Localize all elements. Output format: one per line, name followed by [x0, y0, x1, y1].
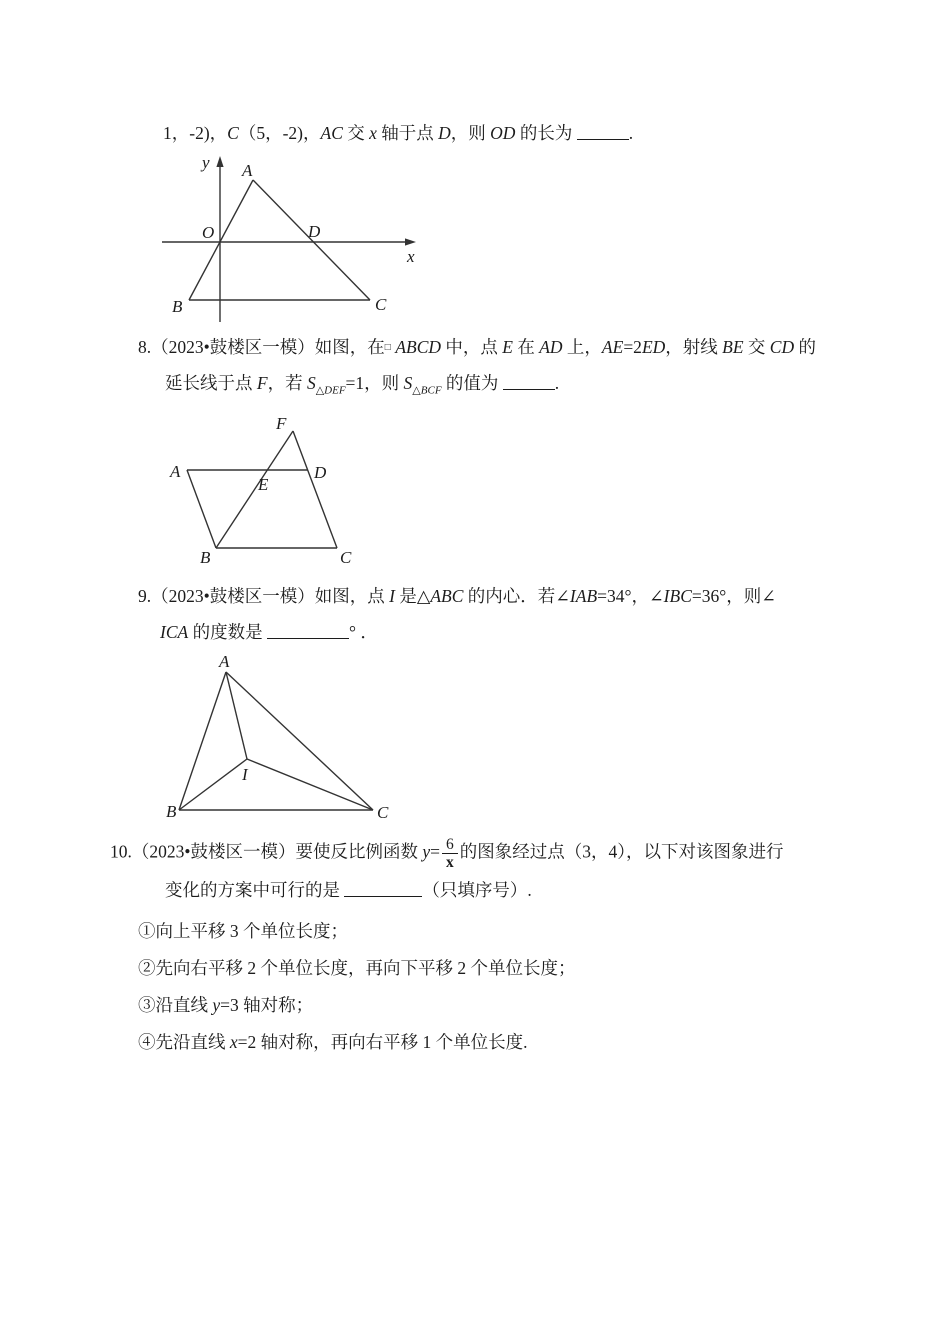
figure-label-D: D [314, 463, 327, 482]
figure-line [226, 672, 247, 759]
text-segment: ICA [160, 622, 189, 642]
figure-label-y: y [202, 153, 210, 172]
text-segment: I [389, 586, 395, 606]
problem10-option-1 [138, 920, 348, 942]
text-segment: S [306, 373, 316, 393]
text-segment: 交 [743, 337, 770, 357]
figure-q7-coordinate-triangle [158, 150, 428, 328]
text-segment: =36°，则∠ [691, 586, 776, 606]
text-segment: 1，-2)， [163, 123, 228, 143]
text-segment: . [628, 123, 634, 143]
answer-blank [267, 635, 349, 639]
text-segment: ②先向右平移 2 个单位长度，再向下平移 2 个单位长度； [138, 958, 576, 978]
figure-label-x: x [407, 247, 415, 266]
figure-line [179, 759, 247, 810]
text-segment: =3 轴对称； [220, 995, 314, 1015]
text-segment: x [369, 123, 377, 143]
figure-line [226, 672, 373, 810]
figure-label-D: D [308, 222, 321, 241]
figure-line [179, 672, 226, 810]
text-segment: ° ． [348, 622, 378, 642]
text-segment: x [229, 1032, 238, 1052]
text-segment: S [403, 373, 413, 393]
text-segment: ④先沿直线 [138, 1032, 230, 1052]
text-segment: BE [722, 337, 744, 357]
problem9-line2 [160, 621, 378, 643]
figure-line [247, 759, 373, 810]
text-segment: =2 轴对称，再向右平移 1 个单位长度. [237, 1032, 528, 1052]
subscript-text: △DEF [315, 384, 346, 397]
text-segment: 的值为 [441, 373, 503, 393]
text-segment: ③沿直线 [138, 995, 213, 1015]
text-segment: 延长线于点 [165, 373, 257, 393]
text-segment: AE [601, 337, 624, 357]
problem10-option-3 [138, 994, 313, 1016]
figure-label-A: A [242, 161, 253, 180]
text-segment: F [256, 373, 268, 393]
text-segment: （5，-2)， [238, 123, 321, 143]
text-segment: y [422, 841, 431, 862]
figure-label-F: F [276, 414, 287, 433]
figure-line [187, 470, 216, 548]
text-segment: 8.（2023•鼓楼区一模）如图，在 [138, 337, 385, 357]
figure-q8-parallelogram [168, 412, 368, 572]
problem10-option-4 [138, 1031, 528, 1053]
figure-canvas [163, 652, 398, 826]
text-segment: ABC [430, 586, 464, 606]
text-segment: □ [384, 342, 394, 353]
figure-label-A: A [170, 462, 181, 481]
figure-label-C: C [377, 803, 389, 822]
text-segment: OD [490, 123, 516, 143]
text-segment: =2 [623, 337, 642, 357]
text-segment: AD [539, 337, 563, 357]
text-segment: CD [769, 337, 795, 357]
problem10-line2 [165, 879, 532, 901]
text-segment: = [430, 841, 441, 862]
text-segment: E [502, 337, 513, 357]
text-segment: ED [641, 337, 666, 357]
text-segment: . [554, 373, 560, 393]
figure-label-B: B [200, 548, 211, 567]
text-segment: ，若 [267, 373, 307, 393]
text-segment: y [212, 995, 221, 1015]
text-segment: =1，则 [345, 373, 404, 393]
text-segment: 在 [512, 337, 540, 357]
figure-label-B: B [172, 297, 183, 316]
figure-line [216, 431, 293, 548]
figure-label-E: E [258, 475, 269, 494]
figure-label-C: C [340, 548, 352, 567]
answer-blank [577, 136, 629, 140]
answer-blank [503, 386, 555, 390]
text-segment: 的内心．若∠ [463, 586, 570, 606]
text-segment: D [438, 123, 451, 143]
figure-label-A: A [219, 652, 230, 671]
text-segment: 的度数是 [188, 622, 267, 642]
axis-arrowhead-icon [216, 156, 223, 167]
figure-canvas [168, 412, 368, 572]
text-segment: 轴于点 [376, 123, 439, 143]
figure-label-O: O [202, 223, 215, 242]
figure-line [189, 180, 253, 300]
text-segment: 的图象经过点（3，4），以下对该图象进行 [459, 841, 784, 862]
text-segment: 上， [562, 337, 602, 357]
text-segment: ，射线 [665, 337, 723, 357]
problem8-line1 [138, 336, 816, 359]
text-segment: ABCD [395, 337, 442, 357]
text-segment: 的 [794, 337, 816, 357]
text-segment: 变化的方案中可行的是 [165, 880, 345, 900]
figure-q9-incenter-triangle [163, 652, 398, 826]
text-segment: AC [320, 123, 343, 143]
problem9-line1 [138, 585, 776, 607]
axis-arrowhead-icon [405, 238, 416, 245]
text-segment: =34°，∠ [597, 586, 664, 606]
figure-label-B: B [166, 802, 177, 821]
text-segment: 的长为 [515, 123, 577, 143]
text-segment: ，则 [450, 123, 491, 143]
figure-label-C: C [375, 295, 387, 314]
problem10-option-2 [138, 957, 576, 979]
text-segment: IBC [663, 586, 692, 606]
text-segment: 10.（2023•鼓楼区一模）要使反比例函数 [110, 841, 423, 862]
text-segment: IAB [569, 586, 598, 606]
problem10-line1 [110, 836, 784, 871]
subscript-text: △BCF [412, 384, 442, 397]
text-segment: C [227, 123, 239, 143]
fraction: $\frac{6}{x}$ [442, 836, 458, 871]
text-segment: 中，点 [441, 337, 503, 357]
problem7-text [163, 122, 633, 144]
figure-canvas [158, 150, 428, 328]
figure-label-I: I [242, 765, 248, 784]
problem8-line2 [165, 372, 560, 397]
text-segment: 9.（2023•鼓楼区一模）如图，点 [138, 586, 390, 606]
text-segment: 交 [342, 123, 370, 143]
text-segment: 是△ [394, 586, 431, 606]
answer-blank [344, 893, 422, 897]
text-segment: ①向上平移 3 个单位长度； [138, 921, 348, 941]
figure-line [293, 431, 337, 548]
text-segment: （只填序号）. [422, 880, 532, 900]
